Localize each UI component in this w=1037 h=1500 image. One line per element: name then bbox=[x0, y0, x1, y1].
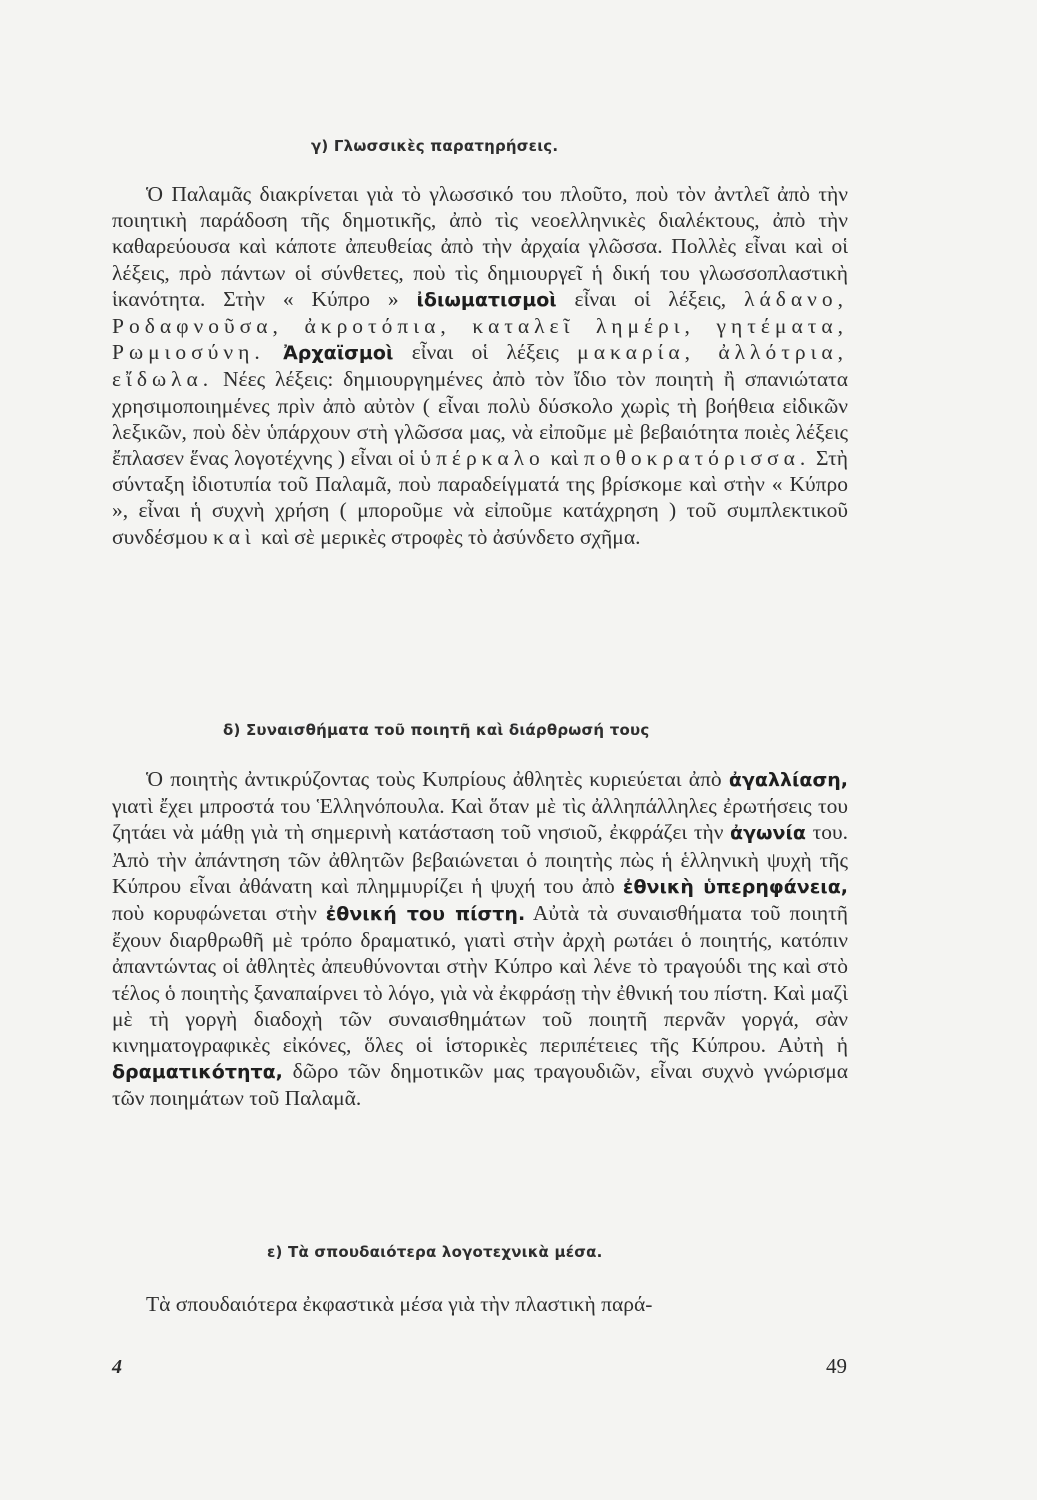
heading-literary-means: ε) Τὰ σπουδαιότερα λογοτεχνικὰ μέσα. bbox=[267, 1243, 603, 1261]
signature-mark: 4 bbox=[112, 1356, 122, 1378]
heading-linguistic-observations: γ) Γλωσσικὲς παρατηρήσεις. bbox=[311, 137, 559, 155]
paragraph-literary-means: Τὰ σπουδαιότερα ἐκφαστικὰ μέσα γιὰ τὴν πλαστικὴ παρά- bbox=[146, 1292, 653, 1316]
page-number: 49 bbox=[826, 1354, 847, 1378]
paragraph-linguistic: Ὁ Παλαμᾶς διακρίνεται γιὰ τὸ γλωσσικό του πλοῦτο, ποὺ τὸν ἀντλεῖ ἀπὸ τὴν ποιητικὴ παράδοση τῆς δημοτικῆς, ἀπὸ τὶς νεοελληνικὲς διαλέκτους, ἀπὸ τὴν καθαρεύουσα καὶ κάποτε ἀπευθείας ἀπὸ τὴν ἀρχαία γλῶσσα. Πολλὲς εἶναι καὶ οἱ λέξεις, πρὸ πάντων οἱ σύνθετες, ποὺ τὶς δημιουργεῖ ἡ δική του γλωσσοπλαστικὴ ἱκανότητα. Στὴν « Κύπρο » ἰδιωματισμοὶ εἶναι οἱ λέξεις, λάδανο, Ροδαφνοῦσα, ἀκροτόπια, καταλεῖ λημέρι, γητέματα, Ρωμιοσύνη. Ἀρχαϊσμοὶ εἶναι οἱ λέξεις μακαρία, ἀλλότρια, εἴδωλα. Νέες λέξεις: δημιουργημένες ἀπὸ τὸν ἴδιο τὸν ποιητὴ ἢ σπανιώτατα χρησιμοποιημένες πρὶν ἀπὸ αὐτὸν ( εἶναι πολὺ δύσκολο χωρὶς τὴ βοήθεια εἰδικῶν λεξικῶν, ποὺ δὲν ὑπάρχουν στὴ γλῶσσα μας, νὰ εἰποῦμε μὲ βεβαιότητα ποιὲς λέξεις ἔπλασεν ἕνας λογοτέχνης ) εἶναι οἱ ὑπέρκαλο καὶ ποθοκρατόρισσα. Στὴ σύνταξη ἰδιοτυπία τοῦ Παλαμᾶ, ποὺ παραδείγματά της βρίσκομε καὶ στὴν « Κύπρο », εἶναι ἡ συχνὴ χρήση ( μποροῦμε νὰ εἰποῦμε κατάχρηση ) τοῦ συμπλεκτικοῦ συνδέσμου καὶ καὶ σὲ μερικὲς στροφὲς τὸ ἀσύνδετο σχῆμα. bbox=[112, 182, 849, 549]
heading-poet-emotions: δ) Συναισθήματα τοῦ ποιητῆ καὶ διάρθρωσή τους bbox=[223, 721, 650, 739]
paragraph-emotions: Ὁ ποιητὴς ἀντικρύζοντας τοὺς Κυπρίους ἀθλητὲς κυριεύεται ἀπὸ ἀγαλλίαση, γιατὶ ἔχει μπροστά του Ἑλληνόπουλα. Καὶ ὅταν μὲ τὶς ἀλληπάλληλες ἐρωτήσεις του ζητάει νὰ μάθῃ γιὰ τὴ σημερινὴ κατάσταση τοῦ νησιοῦ, ἐκφράζει τὴν ἀγωνία του. Ἀπὸ τὴν ἀπάντηση τῶν ἀθλητῶν βεβαιώνεται ὁ ποιητὴς πὼς ἡ ἑλληνικὴ ψυχὴ τῆς Κύπρου εἶναι ἀθάνατη καὶ πλημμυρίζει ἡ ψυχή του ἀπὸ ἐθνικὴ ὑπερηφάνεια, ποὺ κορυφώνεται στὴν ἐθνική του πίστη. Αὐτὰ τὰ συναισθήματα τοῦ ποιητῆ ἔχουν διαρθρωθῆ μὲ τρόπο δραματικό, γιατὶ στὴν ἀρχὴ ρωτάει ὁ ποιητής, κατόπιν ἀπαντώντας οἱ ἀθλητὲς ἀπευθύνονται στὴν Κύπρο καὶ λένε τὸ τραγούδι της καὶ στὸ τέλος ὁ ποιητὴς ξαναπαίρνει τὸ λόγο, γιὰ νὰ ἐκφράσῃ τὴν ἐθνική του πίστη. Καὶ μαζὶ μὲ τὴ γοργὴ διαδοχὴ τῶν συναισθημάτων τοῦ ποιητῆ περνᾶν γοργά, σὰν κινηματογραφικὲς εἰκόνες, ὅλες οἱ ἱστορικὲς περιπέτειες τῆς Κύπρου. Αὐτὴ ἡ δραματικότητα, δῶρο τῶν δημοτικῶν μας τραγουδιῶν, εἶναι συχνὸ γνώρισμα τῶν ποιημάτων τοῦ Παλαμᾶ. bbox=[112, 767, 848, 1111]
